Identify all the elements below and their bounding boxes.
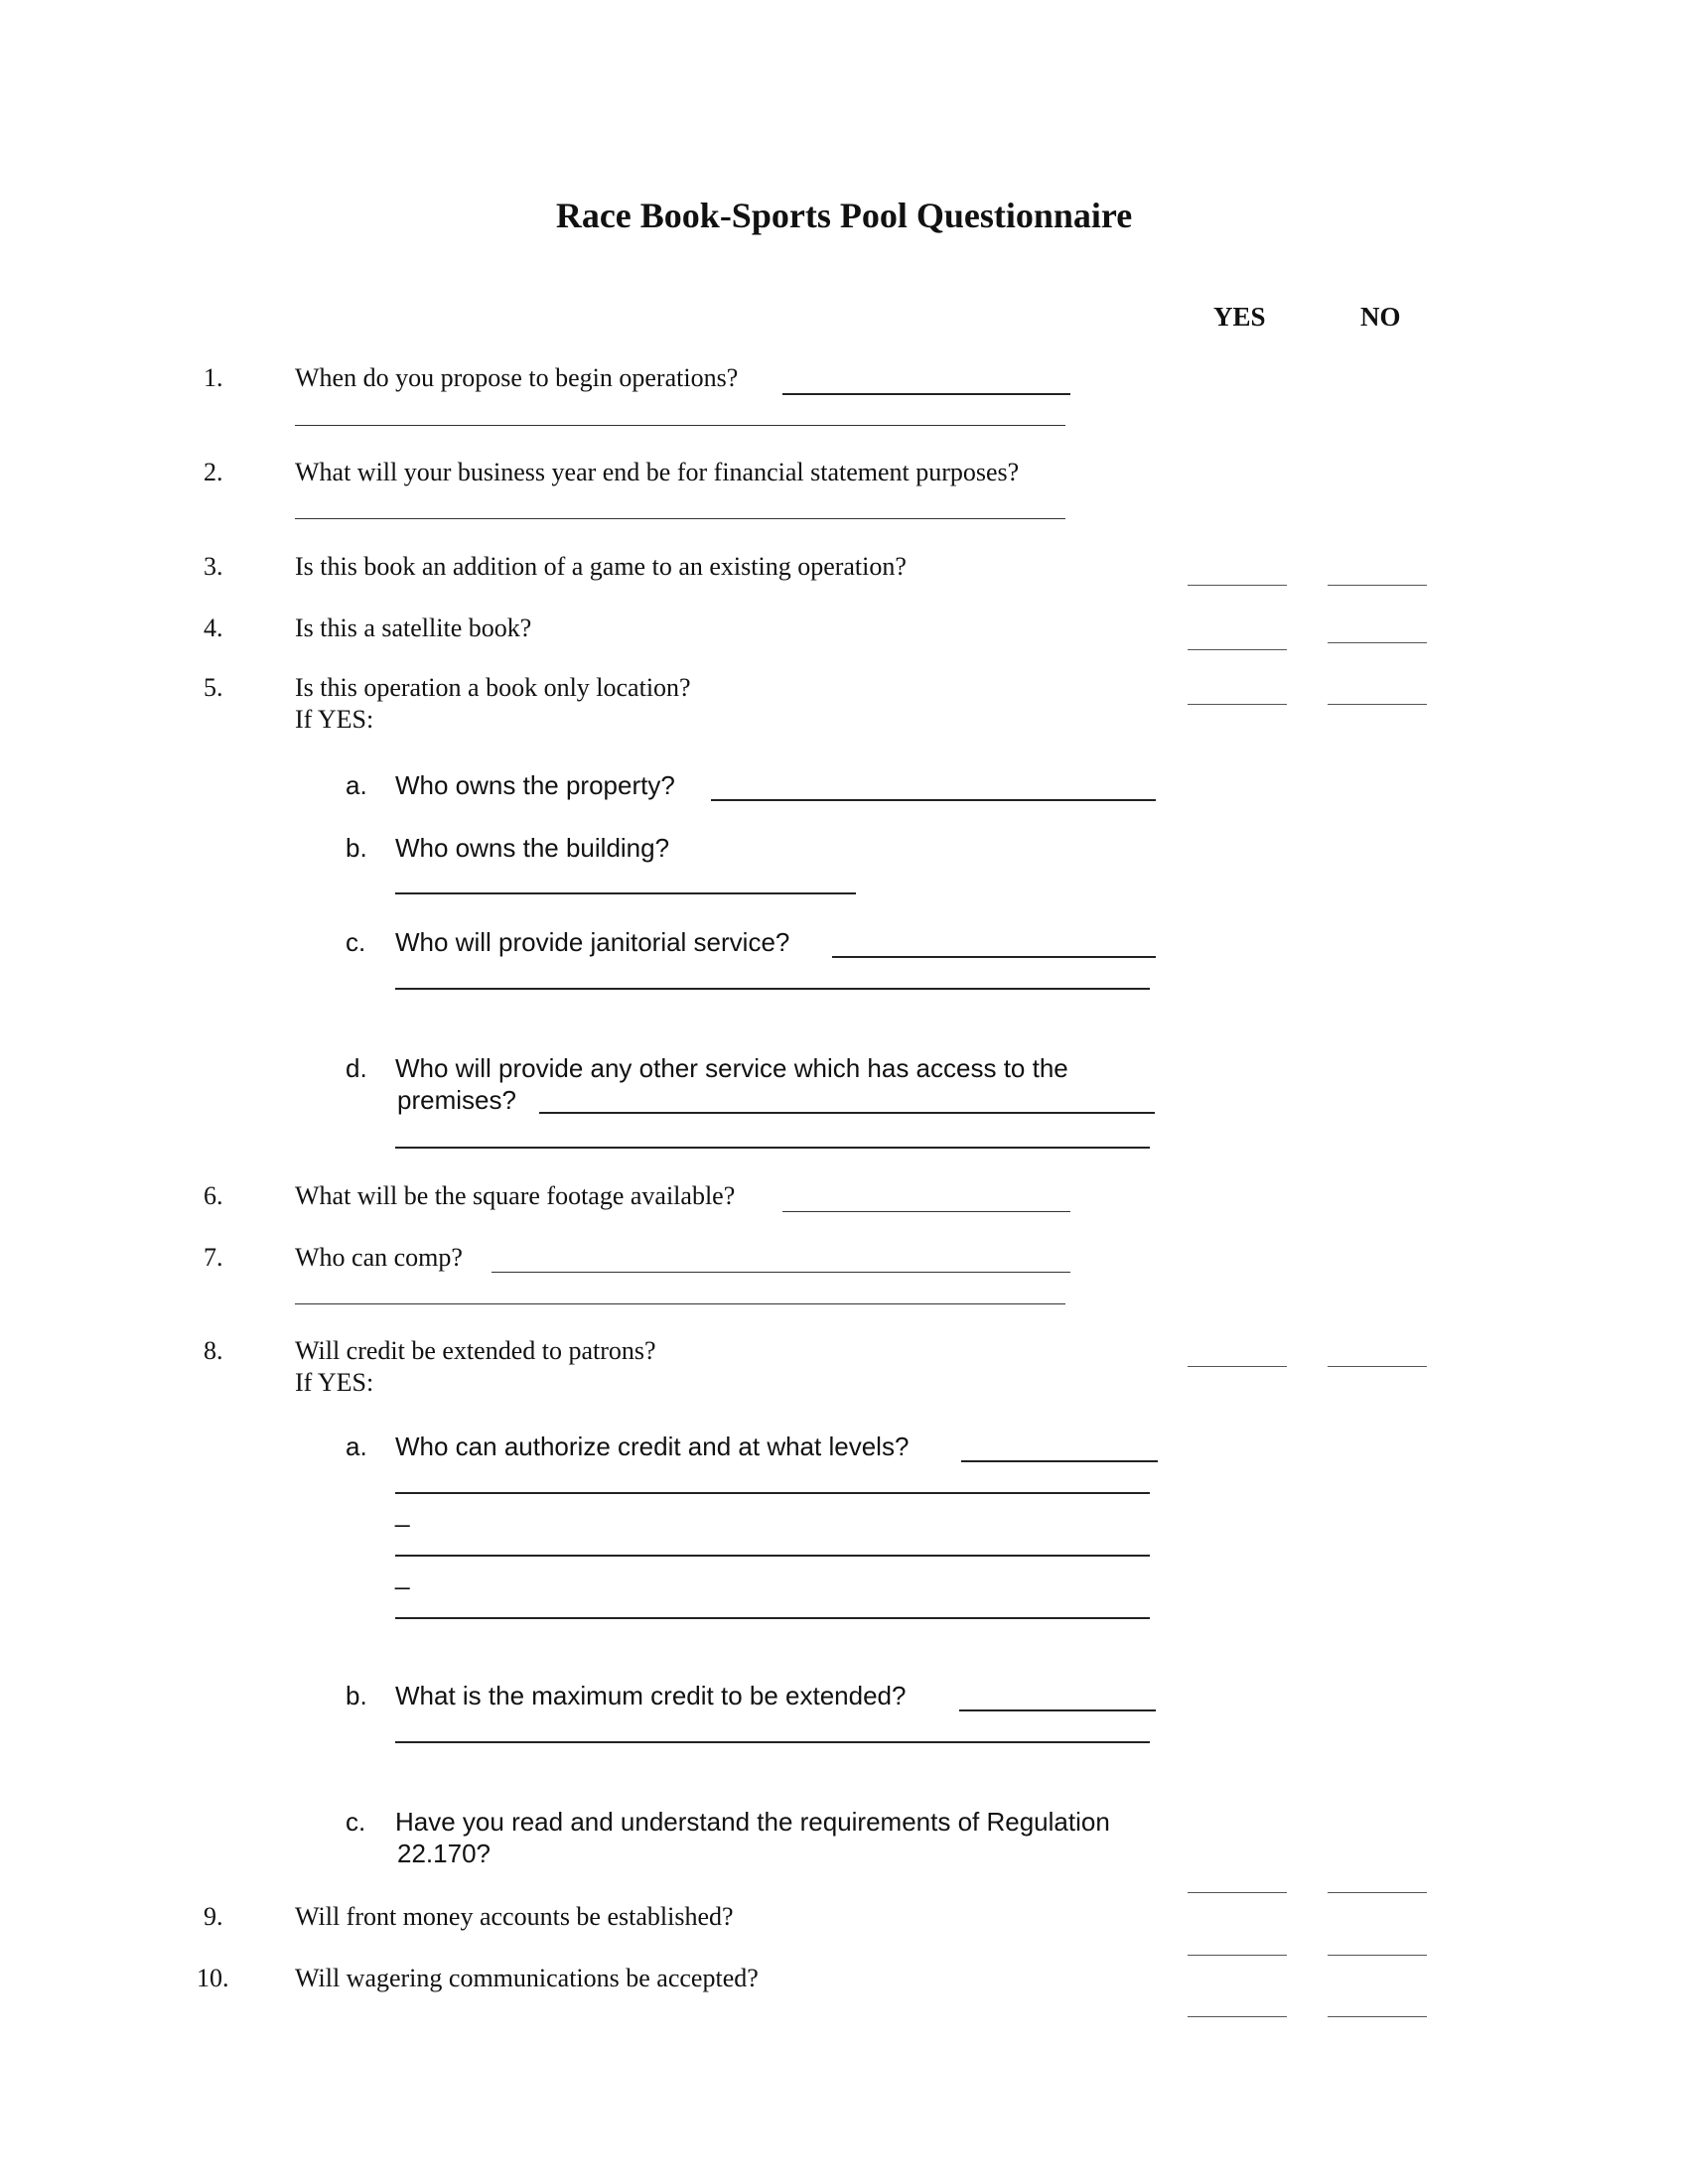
question-3-text: Is this book an addition of a game to an existing operation? [295, 552, 907, 581]
question-2-text: What will your business year end be for financial statement purposes? [295, 458, 1020, 486]
question-3-no-line[interactable] [1328, 585, 1427, 586]
question-8a-dash-2: _ [395, 1561, 410, 1590]
question-8a-text: Who can authorize credit and at what levels? [395, 1432, 910, 1461]
question-5c-answer-line[interactable] [832, 956, 1156, 958]
question-5d-text-cont: premises? [397, 1085, 516, 1115]
yes-column-header: YES [1213, 302, 1266, 332]
question-5c-answer-line-2[interactable] [395, 988, 1150, 990]
question-8b-answer-line-2[interactable] [395, 1741, 1150, 1743]
question-8-number: 8. [204, 1336, 223, 1365]
question-10-text: Will wagering communications be accepted? [295, 1964, 759, 1992]
question-6-answer-line[interactable] [782, 1211, 1070, 1212]
question-5c-text: Who will provide janitorial service? [395, 927, 790, 957]
question-6-text: What will be the square footage available? [295, 1181, 736, 1210]
question-8b-answer-line[interactable] [959, 1709, 1156, 1711]
question-4-no-line[interactable] [1328, 642, 1427, 643]
question-7-answer-line[interactable] [492, 1272, 1070, 1273]
question-8-text: Will credit be extended to patrons? [295, 1336, 656, 1365]
question-5d-text: Who will provide any other service which has access to the [395, 1053, 1068, 1083]
question-4-text: Is this a satellite book? [295, 614, 532, 642]
question-5b-text: Who owns the building? [395, 833, 670, 863]
question-8a-dash-1: _ [395, 1498, 410, 1528]
question-3-number: 3. [204, 552, 223, 581]
question-5c-letter: c. [346, 927, 366, 957]
question-10-no-line[interactable] [1328, 2016, 1427, 2017]
question-5-yes-line[interactable] [1188, 704, 1287, 705]
question-4-number: 4. [204, 614, 223, 642]
question-5d-answer-line-2[interactable] [395, 1147, 1150, 1149]
question-5a-letter: a. [346, 770, 367, 800]
question-1-answer-line-2[interactable] [295, 425, 1065, 426]
question-1-text: When do you propose to begin operations? [295, 363, 739, 392]
question-8c-yes-line[interactable] [1188, 1892, 1287, 1893]
page-title: Race Book-Sports Pool Questionnaire [555, 196, 1133, 235]
question-8-yes-line[interactable] [1188, 1366, 1287, 1367]
question-8a-answer-line-2[interactable] [395, 1492, 1150, 1494]
question-3-yes-line[interactable] [1188, 585, 1287, 586]
question-5-if-yes: If YES: [295, 705, 374, 734]
question-5b-answer-line[interactable] [395, 892, 856, 894]
question-8c-text-cont: 22.170? [397, 1839, 491, 1868]
question-7-text: Who can comp? [295, 1243, 463, 1272]
question-9-yes-line[interactable] [1188, 1955, 1287, 1956]
question-5d-letter: d. [346, 1053, 367, 1083]
question-10-yes-line[interactable] [1188, 2016, 1287, 2017]
question-2-answer-line[interactable] [295, 518, 1065, 519]
question-8b-text: What is the maximum credit to be extended? [395, 1681, 907, 1710]
question-6-number: 6. [204, 1181, 223, 1210]
question-8c-letter: c. [346, 1807, 366, 1837]
question-8a-answer-line-3[interactable] [395, 1555, 1150, 1557]
question-5a-text: Who owns the property? [395, 770, 675, 800]
question-8b-letter: b. [346, 1681, 367, 1710]
question-5d-answer-line[interactable] [539, 1112, 1155, 1114]
question-8c-no-line[interactable] [1328, 1892, 1427, 1893]
question-10-number: 10. [197, 1964, 229, 1992]
question-8a-answer-line-4[interactable] [395, 1617, 1150, 1619]
question-5-no-line[interactable] [1328, 704, 1427, 705]
question-8a-answer-line[interactable] [961, 1460, 1158, 1462]
question-5-number: 5. [204, 673, 223, 702]
question-5a-answer-line[interactable] [711, 799, 1156, 801]
question-1-number: 1. [204, 363, 223, 392]
question-4-yes-line[interactable] [1188, 649, 1287, 650]
question-5-text: Is this operation a book only location? [295, 673, 691, 702]
question-8-no-line[interactable] [1328, 1366, 1427, 1367]
question-2-number: 2. [204, 458, 223, 486]
question-8a-letter: a. [346, 1432, 367, 1461]
question-7-answer-line-2[interactable] [295, 1303, 1065, 1304]
question-8-if-yes: If YES: [295, 1368, 374, 1397]
no-column-header: NO [1360, 302, 1401, 332]
question-8c-text: Have you read and understand the requirements of Regulation [395, 1807, 1110, 1837]
question-5b-letter: b. [346, 833, 367, 863]
question-9-no-line[interactable] [1328, 1955, 1427, 1956]
question-9-text: Will front money accounts be established? [295, 1902, 734, 1931]
question-7-number: 7. [204, 1243, 223, 1272]
question-1-answer-line[interactable] [782, 393, 1070, 395]
question-9-number: 9. [204, 1902, 223, 1931]
